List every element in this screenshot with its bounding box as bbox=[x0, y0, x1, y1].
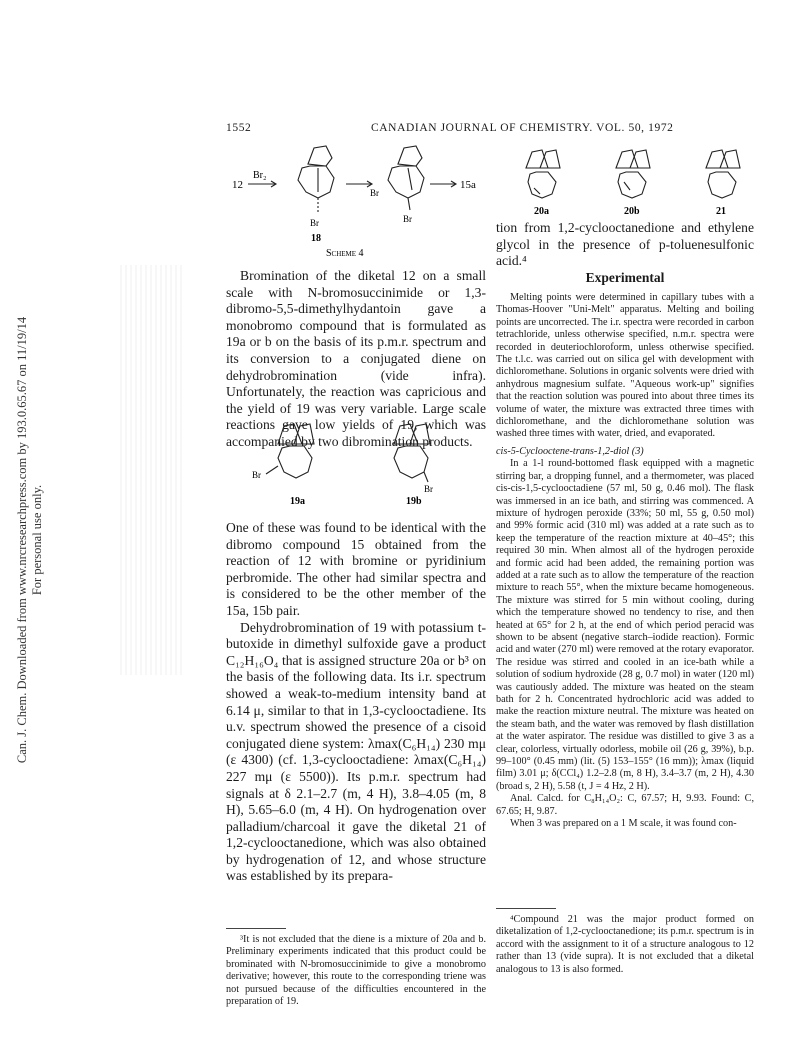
download-notice bbox=[0, 180, 62, 900]
scheme-product-label: 15a bbox=[460, 179, 476, 191]
download-notice-line2: For personal use only. bbox=[30, 484, 44, 596]
experimental-para-2: In a 1-l round-bottomed flask equipped with a magnetic stirring bar, a dropping funnel, and a thermometer, was placed cis-cis-1,5-cyclooctadiene (57 ml, 50 g, 0.46 mol). The flask was immersed in an ice bath, and stirring was commenced. A mixture of hydrogen peroxide (33%; 50 ml, 55 g, 0.50 mol) and 99% formic acid (310 ml) was added at a rate such as to keep the temperature of the reaction mixture at 40–45°; this required 30 min. When almost all of the hydrogen peroxide and formic acid had been added, the remaining portion was added at a rate such as to allow the temperature of the reaction mixture to reach 55°, when the mixture became homogeneous. The mixture was stirred for 5 min without cooling, during which the temperature showed no tendency to rise, and then heated at 65° for 2 h, at the end of which period peracid was shown to be absent (negative starch–iodide reaction). Formic acid and water (270 ml) were removed at the rotary evaporator. The residue was stirred and cooled in an ice-bath while a solution of sodium hydroxide (28 g, 0.7 mol) in water (120 ml) was cautiously added. The mixture was heated on the steam bath for 2 h. Concentrated hydrochloric acid was added to make the reaction mixture neutral. The mixture was heated on the steam bath, and the water was removed by flash distillation at the water aspirator. The residue was distilled to give 3 as a clear, colorless, virtually odorless, mobile oil (26 g, 39%), b.p. 99–100° (0.45 mm) (lit. (5) 153–155° (16 mm)); λmax (liquid film) 3.01 μ; δ(CCl₄) 1.2–2.8 (m, 8 H), 3.4–3.7 (m, 2 H), 4.30 (broad s, 2 H), 5.58 (t, J = 4 Hz, 2 H). bbox=[496, 458, 754, 792]
label-19b: 19b bbox=[406, 496, 422, 506]
page-number: 1552 bbox=[226, 122, 252, 134]
right-column-continuation bbox=[496, 220, 754, 270]
left-para-1: Bromination of the diketal 12 on a small scale with N-bromosuccinimide or 1,3-dibromo-5,5-dimethylhydantoin gave a monobromo compound that is formulated as 19a or b on the basis of its p.m.r. spectrum and its conversion to a conjugated diene on dehydrobromination (vide infra). Unfortunately, the reaction was capricious and the yield of 19 was very variable. Large scale reactions gave low yields of 19, which was accompanied by two dibromination products. bbox=[226, 268, 486, 449]
experimental-subheading: cis-5-Cyclooctene-trans-1,2-diol (3) bbox=[496, 445, 644, 457]
label-20b: 20b bbox=[624, 206, 640, 217]
experimental-anal: Anal. Calcd. for C₈H₁₄O₂: C, 67.57; H, 9.93. Found: C, 67.65; H, 9.87. bbox=[496, 793, 754, 817]
download-notice-line1: Can. J. Chem. Downloaded from www.nrcresearchpress.com by 193.0.65.67 on 11/19/14 bbox=[15, 316, 29, 764]
scheme-start-label: 12 bbox=[232, 179, 243, 191]
scheme-br-label-2: Br bbox=[370, 188, 379, 198]
struct19a-br: Br bbox=[252, 470, 261, 480]
scheme-br-label-3: Br bbox=[403, 214, 412, 224]
label-21: 21 bbox=[716, 206, 726, 217]
scheme-caption: Scheme 4 bbox=[326, 248, 364, 258]
journal-title: CANADIAN JOURNAL OF CHEMISTRY. VOL. 50, 1972 bbox=[371, 122, 674, 134]
scheme-reagent-label: Br₂ bbox=[253, 170, 267, 181]
left-footnote-block bbox=[226, 934, 486, 1008]
scheme-br-label-1: Br bbox=[310, 218, 319, 228]
footnote-4: ⁴Compound 21 was the major product formed on diketalization of 1,2-cyclooctanedione; its p.m.r. spectrum is in accord with the assignment to it of a structure analogous to 12 rather than 13 (vide supra). It is not excluded that a diketal analogous to 13 is also formed. bbox=[496, 914, 754, 975]
struct19b-br: Br bbox=[424, 484, 433, 494]
right-footnote-block bbox=[496, 914, 754, 976]
label-19a: 19a bbox=[290, 496, 305, 506]
left-para-2: One of these was found to be identical with the dibromo compound 15 obtained from the reaction of 12 with bromine or pyridinium perbromide. The other had similar spectra and is considered to be the other member of the 15a, 15b pair. bbox=[226, 520, 486, 618]
download-notice-text bbox=[15, 180, 45, 900]
left-column-main-block bbox=[226, 520, 486, 885]
left-footnote-rule bbox=[226, 928, 286, 929]
right-footnote-rule bbox=[496, 908, 556, 909]
scheme-4-figure bbox=[226, 140, 488, 258]
section-heading-experimental: Experimental bbox=[585, 270, 665, 285]
scheme-intermediate-label: 18 bbox=[311, 233, 321, 244]
experimental-block bbox=[496, 292, 754, 830]
scan-noise-left bbox=[120, 265, 182, 675]
experimental-para-1: Melting points were determined in capillary tubes with a Thomas-Hoover "Uni-Melt" apparatus. Melting and boiling points are uncorrected. The i.r. spectra were recorded in carbon tetrachloride, unless otherwise specified, n.m.r. spectra were recorded in deuteriochloroform, unless otherwise specified. The t.l.c. was carried out on silica gel with development with dichloromethane. Solutions in organic solvents were dried with anhydrous magnesium sulfate. "Aqueous work-up" signifies that the reaction solution was poured into about three times its volume of water, the mixture was extracted three times with dichloromethane, and the dichloromethane solution was washed three times with water, dried, and evaporated. bbox=[496, 292, 754, 440]
left-column-para1-block bbox=[226, 268, 486, 451]
experimental-para-3: When 3 was prepared on a 1 M scale, it was found con- bbox=[510, 818, 737, 830]
structures-20-21-figure bbox=[496, 138, 754, 218]
left-para-3: Dehydrobromination of 19 with potassium t-butoxide in dimethyl sulfoxide gave a product C₁₂H₁₆O₄ that is assigned structure 20a or b³ on the basis of the following data. Its i.r. spectrum showed a weak-to-medium intensity band at 6.14 μ, similar to that in 1,3-cyclooctadiene. Its u.v. spectrum showed the presence of a cisoid conjugated diene system: λmax(C₆H₁₄) 230 mμ (ε 4300) (cf. 1,3-cyclooctadiene: λmax(C₆H₁₄) 227 mμ (ε 5500)). Its p.m.r. spectrum had signals at δ 2.1–2.7 (m, 4 H), 3.8–4.05 (m, 8 H), 5.65–6.0 (m, 4 H). On hydrogenation over palladium/charcoal it gave the diketal 21 of 1,2-cyclooctanedione, which was also obtained by hydrogenation of 12, and whose structure was established by its prepara- bbox=[226, 619, 486, 884]
right-para-0: tion from 1,2-cyclooctanedione and ethylene glycol in the presence of p-toluenesulfonic acid.⁴ bbox=[496, 220, 754, 269]
label-20a: 20a bbox=[534, 206, 549, 217]
footnote-3: ³It is not excluded that the diene is a mixture of 20a and b. Preliminary experiments indicated that this product could be brominated with N-bromosuccinimide to give a monobromo derivative; however, this route to the corresponding triene was not pursued because of the difficulties encountered in the preparation of 19. bbox=[226, 934, 486, 1008]
